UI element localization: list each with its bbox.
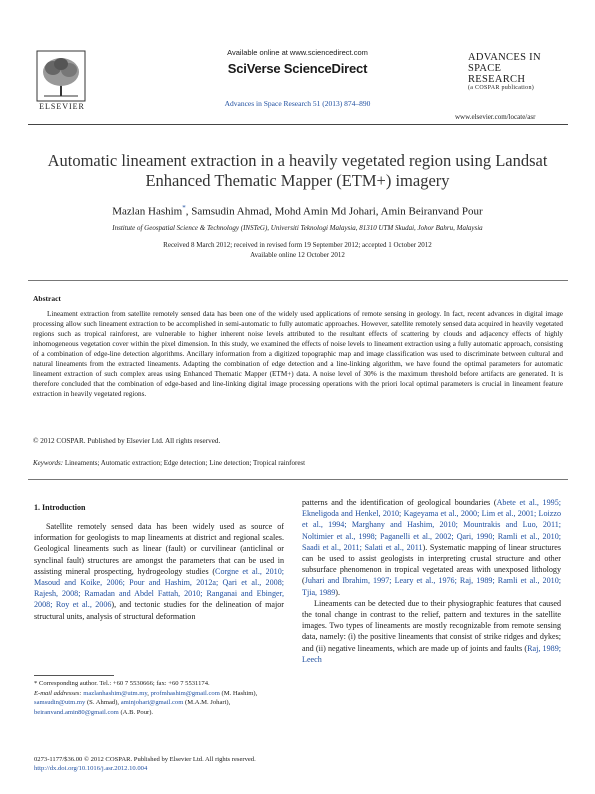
section-heading-introduction: 1. Introduction [34,503,86,512]
citation-link[interactable]: Corgne et al., 2010; Masoud and Koike, 2006; Pour and Hashim, 2012a; Qari et al., 2008; Rajesh, 2008; Ramadan and Abdel Fattah, 2010; Ranganai and Ebinger, 2008; Roy et al., 2006 [34,566,285,610]
intro-paragraph: Lineaments can be detected due to their physiographic features that caused the tonal change in contrast to the relief, pattern and textures in the satellite images. Two types of lineaments are mostly recognizable from remote sensing data, namely: (i) the positive lineaments that consist of strike ridges and dykes; and (ii) negative lineaments, which are made up of joints and faults (Raj, 1989; Leech [302,598,561,664]
email-link[interactable]: profmhashim@gmail.com [150,689,220,697]
keywords-list: Lineaments; Automatic extraction; Edge detection; Line detection; Tropical rainforest [64,459,306,467]
keywords-line [33,459,305,467]
sciverse-logo-text: SciVerse ScienceDirect [227,61,368,76]
journal-url[interactable]: www.elsevier.com/locate/asr [455,113,536,121]
issn-copyright: 0273-1177/$36.00 © 2012 COSPAR. Published by Elsevier Ltd. All rights reserved. [34,756,256,763]
abstract-body: Lineament extraction from satellite remotely sensed data has been one of the widely used applications of remote sensing in geology. In fact, recent advances in digital image processing allow such lineament extraction to be accomplished in semi-automatic to fully automatic approaches. However, satellite remotely sensed data acquired in heavily vegetated regions such as tropical rainforest, are vulnerable to higher inherent noise levels attributed to the resultant effects of scattering by clouds and adjacency effects of highly inhomogeneous vegetation cover within the pixel dimension. In this study, we examined the effects of noise levels to lineament extraction using a fully automatic approach, consisting of a combination of edge-line detection algorithms. Ancillary information from a digitized topographic map and image classification was used to discriminate between cultural and natural lineaments from the extracted lineaments. Adapting the combination of edge detection and a line-linking algorithm, we have found the optimal parameters for automatic lineament extraction of such complex areas using Enhanced Thematic Mapper (ETM+) data. A noise level of 30% is the maximum threshold before artifacts are generated. It is therefore concluded that the combination of edge-based and line-linking digital image processing operations with the priori local optimal parameters is crucial in lineament feature extraction in heavily vegetated regions. [33,310,563,399]
article-bottom-info [34,755,256,773]
intro-left-column: Satellite remotely sensed data has been widely used as source of information for geologists to map lineaments at district and regional scales. Geological lineaments such as linear (fault) or curvilinear (anticlinal or synclinal fault) structures are amongst the parameters that can be used in assisting mineral prospecting, hydrogeology studies (Corgne et al., 2010; Masoud and Koike, 2006; Pour and Hashim, 2012a; Qari et al., 2008; Rajesh, 2008; Ramadan and Abdel Fattah, 2010; Ranganai and Ebinger, 2008; Roy et al., 2006), and tectonic studies for the delineation of major structural units, analysis of structural deformation [34,522,285,621]
journal-citation[interactable]: Advances in Space Research 51 (2013) 874–890 [224,99,371,108]
intro-paragraph: patterns and the identification of geological boundaries (Abete et al., 1995; Ekneligoda and Henkel, 2010; Kageyama et al., 2000; Lim et al., 2001; Loizzo et al., 1994; Marghany and Hashim, 2010; Mountrakis and Luo, 2011; Noltimier et al., 1998; Paganelli et al., 2002; Qari, 1990; Ramli et al., 2010; Saadi et al., 2011; Salati et al., 2011). Systematic mapping of linear structures can be used to assist geologists in interpreting crustal structure and other subsurface phenomenon in tropical vegetated areas with unexposed lithology (Juhari and Ibrahim, 1997; Leary et al., 1976; Raj, 1989; Ramli et al., 2010; Tjia, 1989). [302,498,562,597]
journal-cospar-note: (a COSPAR publication) [468,85,535,91]
journal-header [0,0,595,125]
journal-title-line: ADVANCES IN [468,52,541,63]
article-title: Automatic lineament extraction in a heavily vegetated region using Landsat Enhanced Thematic Mapper (ETM+) imagery [47,151,548,190]
corresponding-author-mark[interactable]: * [182,204,186,212]
author-list: Mazlan Hashim*, Samsudin Ahmad, Mohd Amin Md Johari, Amin Beiranvand Pour [112,204,483,218]
header-divider [28,124,568,125]
journal-title-line: RESEARCH [468,74,526,85]
journal-title-line: SPACE [468,63,502,74]
journal-title-block [468,52,568,92]
received-dates: Received 8 March 2012; received in revised form 19 September 2012; accepted 1 October 2012 [163,241,432,249]
available-online-line: Available online at www.sciencedirect.com [227,48,368,57]
citation-link[interactable]: Raj, 1989; Leech [302,643,561,664]
abstract-copyright: © 2012 COSPAR. Published by Elsevier Ltd. All rights reserved. [33,437,221,445]
keywords-label: Keywords: [33,459,64,467]
author-affiliation: Institute of Geospatial Science & Technology (INSTeG), Universiti Teknologi Malaysia, 81310 UTM Skudai, Johor Bahru, Malaysia [112,224,483,232]
footnote-divider [34,675,114,676]
publisher-name: ELSEVIER [39,102,85,111]
citation-link[interactable]: Abete et al., 1995; Ekneligoda and Henkel, 2010; Kageyama et al., 2000; Lim et al., 2001; Loizzo et al., 1994; Marghany and Hashim, 2010; Mountrakis and Luo, 2011; Noltimier et al., 1998; Paganelli et al., 2002; Qari, 1990; Ramli et al., 2010; Saadi et al., 2011; Salati et al., 2011 [302,498,561,552]
email-link[interactable]: samsudin@utm.my [34,699,86,707]
citation-link[interactable]: Juhari and Ibrahim, 1997; Leary et al., 1976; Raj, 1989; Ramli et al., 2010; Tjia, 1989 [302,576,561,597]
email-link[interactable]: beiranvand.amin80@gmail.com [34,708,119,716]
corresponding-author-contact: * Corresponding author. Tel.: +60 7 5530666; fax: +60 7 5531174. [34,680,210,687]
corresponding-author-footnote [34,679,288,717]
email-link[interactable]: mazlanhashim@utm.my [83,689,148,697]
online-date: Available online 12 October 2012 [250,251,345,259]
email-addresses: E-mail addresses: mazlanhashim@utm.my, profmhashim@gmail.com (M. Hashim), samsudin@utm.my (S. Ahmad), aminjohari@gmail.com (M.A.M. Johari), beiranvand.amin80@gmail.com (A.B. Pour). [34,689,258,716]
abstract-section [28,280,568,480]
doi-link[interactable]: http://dx.doi.org/10.1016/j.asr.2012.10.004 [34,765,148,772]
intro-right-column [302,497,561,665]
abstract-heading: Abstract [33,294,61,303]
email-link[interactable]: aminjohari@gmail.com [120,699,184,707]
